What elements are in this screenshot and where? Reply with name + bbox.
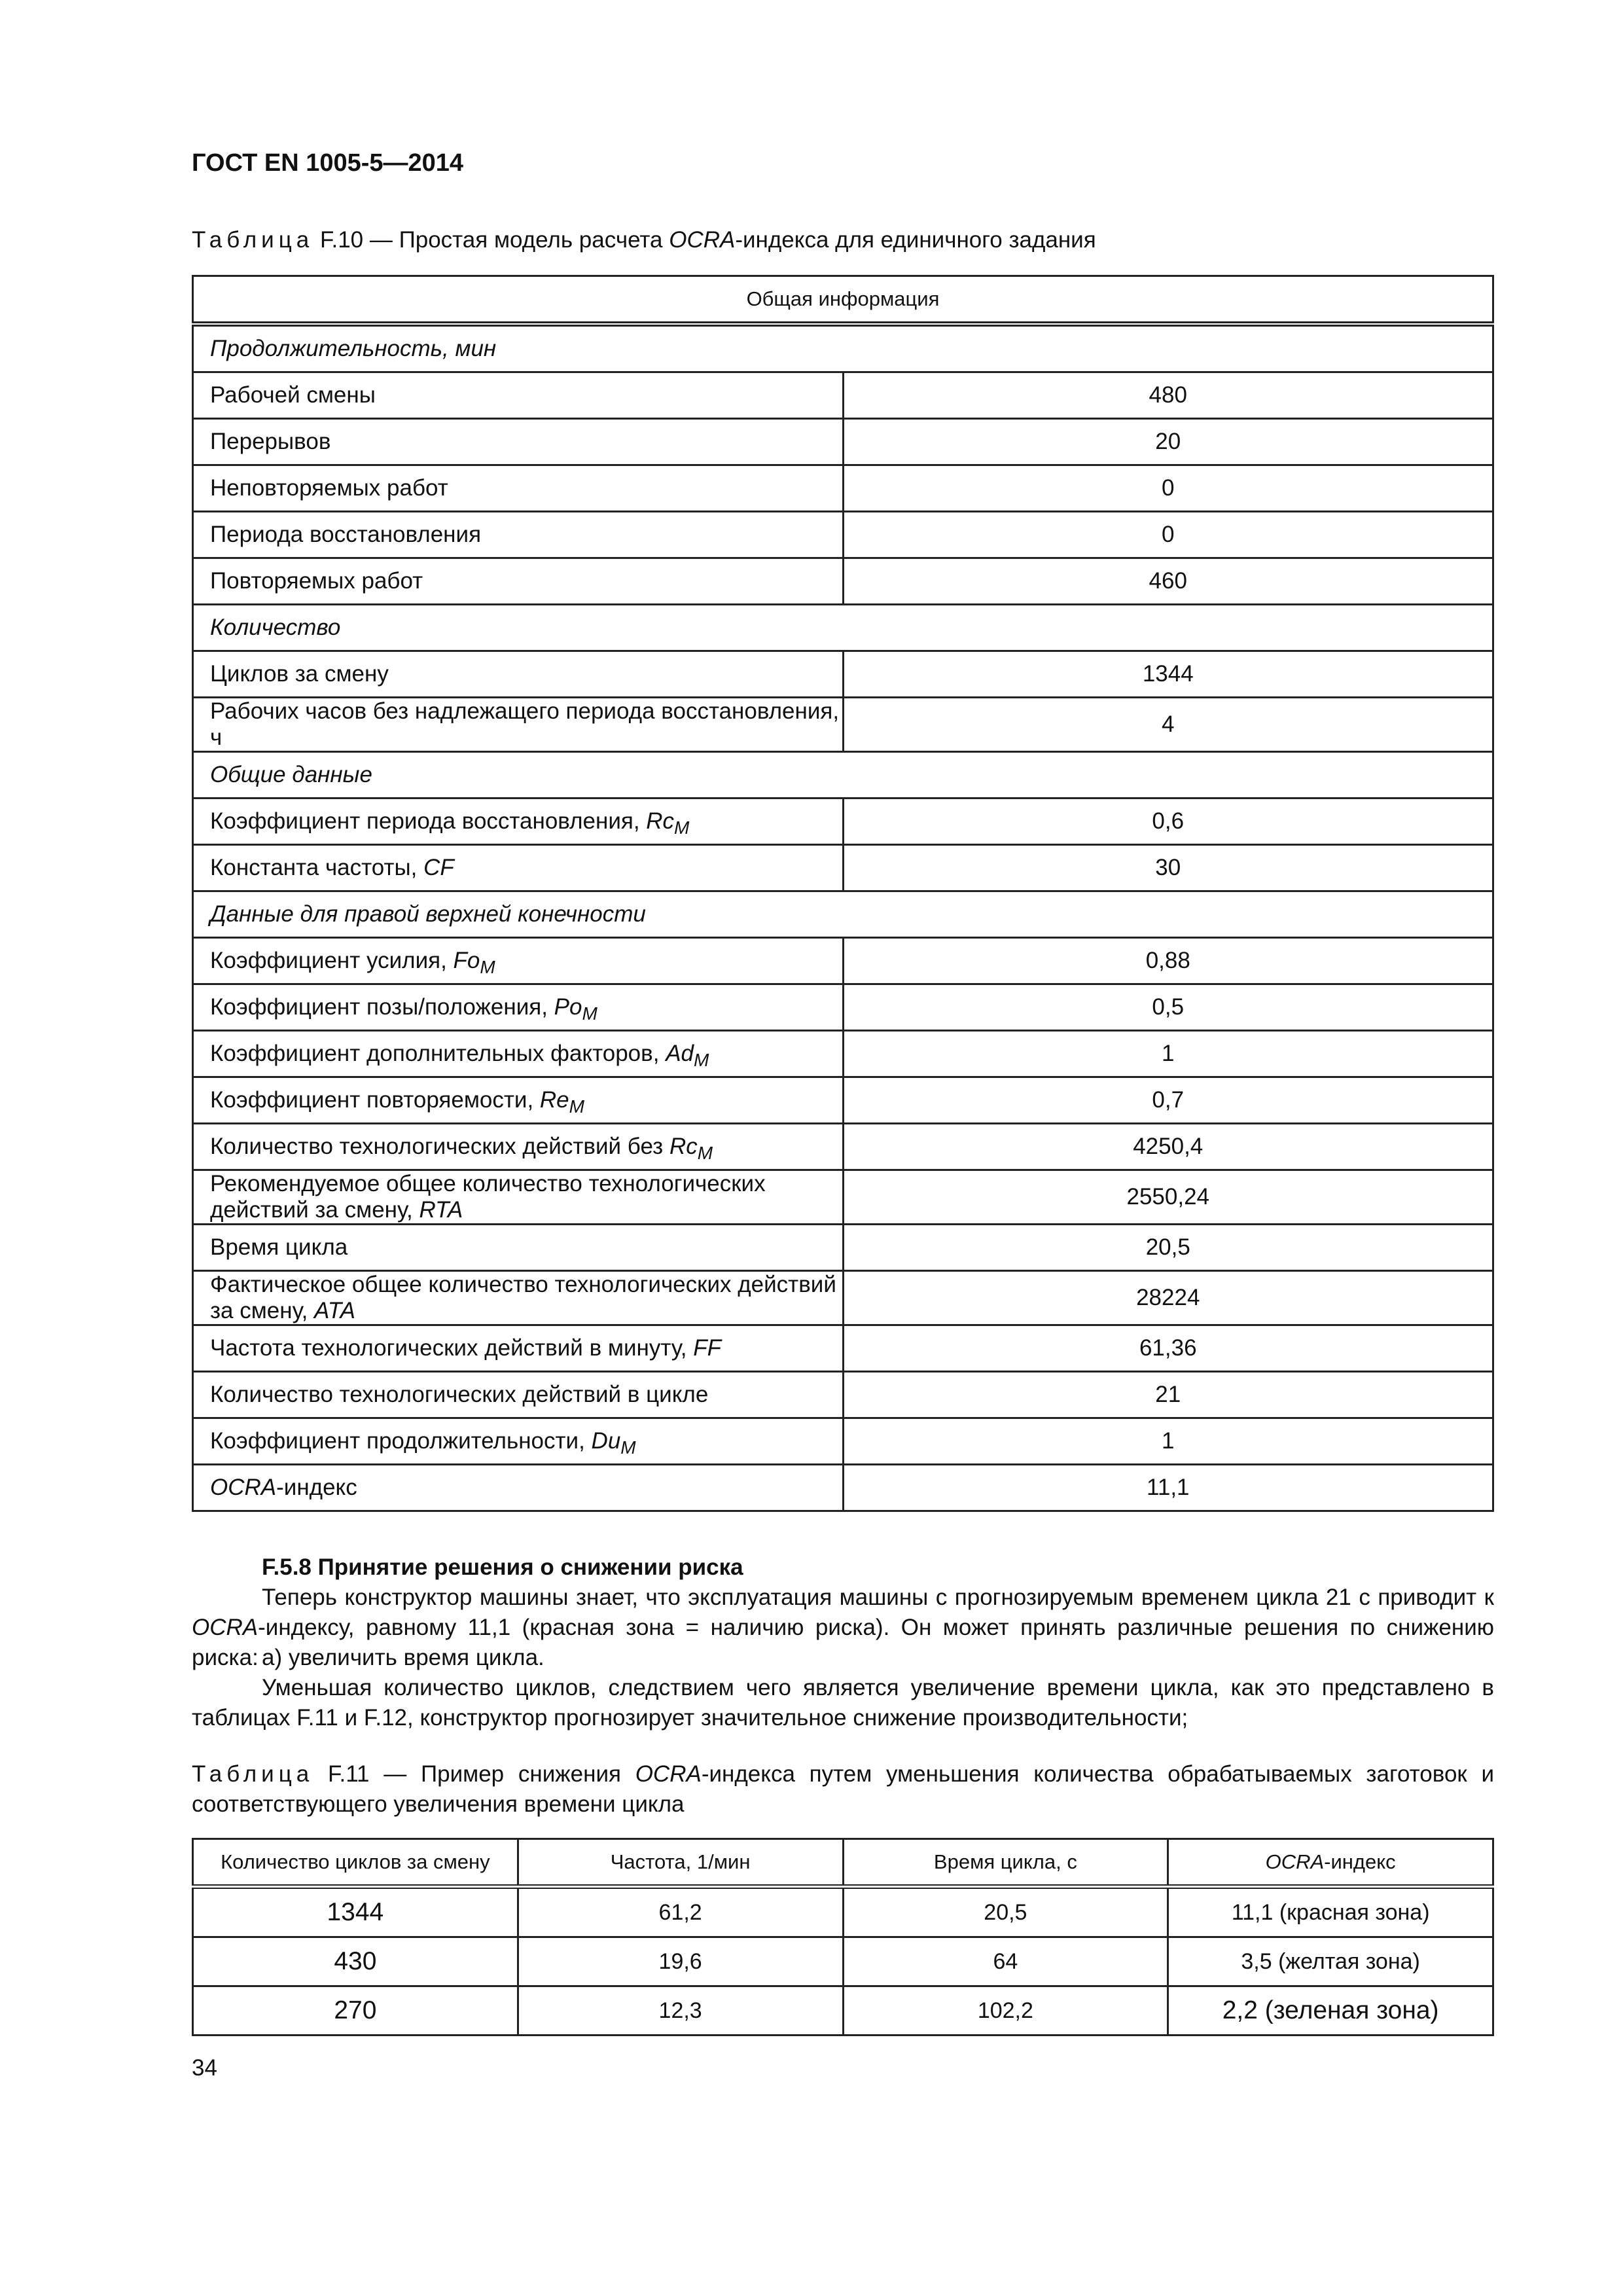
row-value: 28224 (843, 1271, 1493, 1325)
cell-frequency: 12,3 (518, 1986, 843, 2036)
table-f11 (192, 1838, 1494, 2036)
row-value: 1 (843, 1031, 1493, 1077)
table-row (193, 698, 1493, 752)
row-value: 1344 (843, 651, 1493, 698)
label-text: Коэффициент повторяемости, (210, 1087, 540, 1113)
table-row (193, 1887, 1493, 1937)
row-value: 2550,24 (843, 1170, 1493, 1225)
section-row (193, 891, 1493, 938)
table-header-cell: Общая информация (193, 276, 1493, 325)
subscript: M (480, 957, 495, 977)
label-text: Рекомендуемое общее количество технологических действий за смену, (210, 1171, 766, 1223)
table-row (193, 1077, 1493, 1124)
column-header: Количество циклов за смену (193, 1839, 518, 1887)
cell-cycles: 1344 (193, 1887, 518, 1937)
caption-text-after: -индекса путем уменьшения количества обрабатываемых заготовок и соответствующего увеличения времени цикла (192, 1761, 1494, 1817)
cell-cycle-time: 64 (843, 1937, 1168, 1986)
table-row (193, 1465, 1493, 1511)
section-duration: Продолжительность, мин (193, 324, 1493, 372)
symbol: RTA (419, 1197, 463, 1223)
row-label (193, 938, 844, 984)
table-header-row (193, 1839, 1493, 1887)
table-row (193, 558, 1493, 605)
row-value: 0,5 (843, 984, 1493, 1031)
caption-text: — Пример снижения (369, 1761, 635, 1787)
row-label (193, 984, 844, 1031)
label-text: Фактическое общее количество технологических действий за смену, (210, 1272, 836, 1323)
caption-number: F.10 (319, 227, 364, 253)
row-label (193, 1418, 844, 1465)
table-row (193, 1031, 1493, 1077)
caption-term: OCRA (669, 227, 736, 253)
row-value: 61,36 (843, 1325, 1493, 1372)
row-value: 20,5 (843, 1225, 1493, 1271)
symbol: ATA (314, 1298, 355, 1323)
row-label: Периода восстановления (193, 512, 844, 558)
paragraph-text: -индексу, равному 11,1 (красная зона = наличию риска). Он может принять различные решения по снижению риска: (192, 1615, 1494, 1670)
table-f11-caption (192, 1759, 1494, 1820)
cell-frequency: 19,6 (518, 1937, 843, 1986)
label-text: Коэффициент дополнительных факторов, (210, 1041, 666, 1066)
document-header: ГОСТ EN 1005-5—2014 (192, 149, 464, 177)
list-item: а) увеличить время цикла. (262, 1645, 544, 1670)
row-label: Количество технологических действий в цикле (193, 1372, 844, 1418)
symbol: OCRA (210, 1475, 277, 1500)
label-text: Количество технологических действий без (210, 1134, 669, 1159)
label-text: Коэффициент усилия, (210, 948, 454, 973)
row-label (193, 1325, 844, 1372)
table-row (193, 1937, 1493, 1986)
table-row (193, 1124, 1493, 1170)
row-label: Перерывов (193, 419, 844, 465)
symbol: CF (423, 855, 454, 880)
cell-ocra: 2,2 (зеленая зона) (1168, 1986, 1493, 2036)
row-value: 0,6 (843, 798, 1493, 845)
column-term: OCRA (1265, 1850, 1325, 1873)
column-header-text: -индекс (1324, 1850, 1396, 1873)
table-row (193, 1325, 1493, 1372)
table-row (193, 1225, 1493, 1271)
table-row (193, 1372, 1493, 1418)
row-value: 0,88 (843, 938, 1493, 984)
table-row (193, 984, 1493, 1031)
caption-number: F.11 (327, 1761, 370, 1787)
column-header: Время цикла, с (843, 1839, 1168, 1887)
row-label (193, 1124, 844, 1170)
symbol: Fo (453, 948, 480, 973)
cell-ocra: 3,5 (желтая зона) (1168, 1937, 1493, 1986)
table-row (193, 1271, 1493, 1325)
table-row (193, 1986, 1493, 2036)
table-row (193, 1170, 1493, 1225)
column-header: Частота, 1/мин (518, 1839, 843, 1887)
row-value: 4 (843, 698, 1493, 752)
table-row (193, 1418, 1493, 1465)
label-text: Коэффициент периода восстановления, (210, 808, 647, 834)
symbol: Po (554, 994, 582, 1020)
table-row (193, 419, 1493, 465)
section-row (193, 752, 1493, 798)
row-label: Неповторяемых работ (193, 465, 844, 512)
row-label: Повторяемых работ (193, 558, 844, 605)
subscript: M (674, 817, 690, 838)
section-quantity: Количество (193, 605, 1493, 651)
row-label: Рабочей смены (193, 372, 844, 419)
label-text: Коэффициент позы/положения, (210, 994, 554, 1020)
cell-frequency: 61,2 (518, 1887, 843, 1937)
paragraph-text: Теперь конструктор машины знает, что эксплуатация машины с прогнозируемым временем цикла 21 с приводит к (262, 1585, 1494, 1610)
label-text: -индекс (276, 1475, 357, 1500)
row-value: 460 (843, 558, 1493, 605)
symbol: Rc (669, 1134, 698, 1159)
row-value: 30 (843, 845, 1493, 891)
paragraph: Уменьшая количество циклов, следствием чего является увеличение времени цикла, как это представлено в таблицах F.11 и F.12, конструктор прогнозирует значительное снижение производительности; (192, 1675, 1494, 1731)
row-label (193, 1170, 844, 1225)
page-number: 34 (192, 2055, 217, 2081)
caption-term: OCRA (635, 1761, 702, 1787)
row-value: 11,1 (843, 1465, 1493, 1511)
table-row (193, 372, 1493, 419)
cell-cycle-time: 20,5 (843, 1887, 1168, 1937)
cell-ocra: 11,1 (красная зона) (1168, 1887, 1493, 1937)
row-label (193, 1271, 844, 1325)
row-label (193, 798, 844, 845)
caption-label: Таблица (192, 1761, 314, 1787)
label-text: Константа частоты, (210, 855, 424, 880)
caption-label: Таблица (192, 227, 314, 253)
row-label (193, 1077, 844, 1124)
row-label: Время цикла (193, 1225, 844, 1271)
symbol: Du (591, 1428, 621, 1454)
table-row (193, 512, 1493, 558)
row-label (193, 1465, 844, 1511)
section-general: Общие данные (193, 752, 1493, 798)
row-value: 20 (843, 419, 1493, 465)
table-row (193, 798, 1493, 845)
row-label: Рабочих часов без надлежащего периода восстановления, ч (193, 698, 844, 752)
subscript: M (620, 1437, 636, 1458)
cell-cycles: 430 (193, 1937, 518, 1986)
caption-text: — Простая модель расчета (363, 227, 669, 253)
table-row (193, 465, 1493, 512)
table-header-row (193, 276, 1493, 325)
row-value: 0,7 (843, 1077, 1493, 1124)
table-f10-caption (192, 225, 1494, 255)
symbol: FF (693, 1335, 721, 1361)
table-row (193, 845, 1493, 891)
label-text: Коэффициент продолжительности, (210, 1428, 592, 1454)
symbol: Rc (646, 808, 675, 834)
table-row (193, 938, 1493, 984)
section-row (193, 605, 1493, 651)
section-heading: F.5.8 Принятие решения о снижении риска (262, 1554, 743, 1580)
table-f10 (192, 275, 1494, 1512)
cell-cycle-time: 102,2 (843, 1986, 1168, 2036)
row-label: Циклов за смену (193, 651, 844, 698)
label-text: Частота технологических действий в минуту, (210, 1335, 694, 1361)
row-value: 4250,4 (843, 1124, 1493, 1170)
row-value: 0 (843, 512, 1493, 558)
table-row (193, 651, 1493, 698)
subscript: M (697, 1143, 713, 1163)
subscript: M (569, 1096, 584, 1117)
cell-cycles: 270 (193, 1986, 518, 2036)
row-value: 21 (843, 1372, 1493, 1418)
paragraph-term: OCRA (192, 1615, 259, 1640)
symbol: Ad (666, 1041, 694, 1066)
symbol: Re (539, 1087, 569, 1113)
row-value: 1 (843, 1418, 1493, 1465)
subscript: M (694, 1050, 709, 1070)
section-right-limb: Данные для правой верхней конечности (193, 891, 1493, 938)
column-header (1168, 1839, 1493, 1887)
row-value: 0 (843, 465, 1493, 512)
row-label (193, 845, 844, 891)
row-label (193, 1031, 844, 1077)
section-row (193, 324, 1493, 372)
subscript: M (582, 1003, 597, 1024)
row-value: 480 (843, 372, 1493, 419)
caption-text-after: -индекса для единичного задания (735, 227, 1096, 253)
